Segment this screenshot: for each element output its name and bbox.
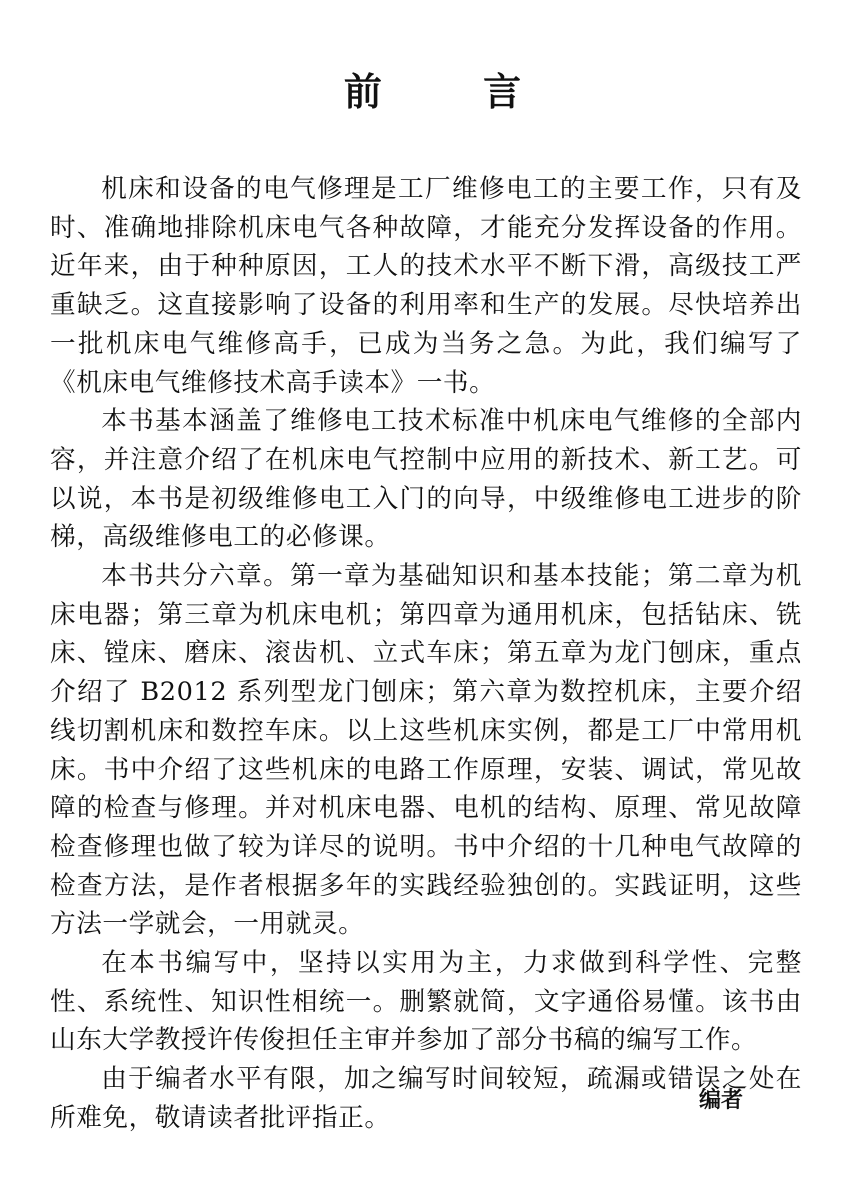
paragraph-2: 本书基本涵盖了维修电工技术标准中机床电气维修的全部内容，并注意介绍了在机床电气控制中应用的新技术、新工艺。可以说，本书是初级维修电工入门的向导，中级维修电工进步的阶梯，高级维修电工的必修课。 [50,406,802,553]
paragraph-5: 由于编者水平有限，加之编写时间较短，疏漏或错误之处在所难免，敬请读者批评指正。 [50,1064,802,1133]
preface-body [50,170,802,1138]
page-title: 前 言 [343,70,566,114]
paragraph-1: 机床和设备的电气修理是工厂维修电工的主要工作，只有及时、准确地排除机床电气各种故障，才能充分发挥设备的作用。近年来，由于种种原因，工人的技术水平不断下滑，高级技工严重缺乏。这直接影响了设备的利用率和生产的发展。尽快培养出一批机床电气维修高手，已成为当务之急。为此，我们编写了《机床电气维修技术高手读本》一书。 [50,174,802,398]
author-signature: 编者 [698,1088,743,1113]
paragraph-4: 在本书编写中，坚持以实用为主，力求做到科学性、完整性、系统性、知识性相统一。删繁就简，文字通俗易懂。该书由山东大学教授许传俊担任主审并参加了部分书稿的编写工作。 [50,948,802,1056]
paragraph-3: 本书共分六章。第一章为基础知识和基本技能；第二章为机床电器；第三章为机床电机；第四章为通用机床，包括钻床、铣床、镗床、磨床、滚齿机、立式车床；第五章为龙门刨床，重点介绍了 B2012 系列型龙门刨床；第六章为数控机床，主要介绍线切割机床和数控车床。以上这些机床实例，都是工厂中常用机床。书中介绍了这些机床的电路工作原理，安装、调试，常见故障的检查与修理。并对机床电器、电机的结构、原理、常见故障检查修理也做了较为详尽的说明。书中介绍的十几种电气故障的检查方法，是作者根据多年的实践经验独创的。实践证明，这些方法一学就会，一用就灵。 [50,561,802,940]
